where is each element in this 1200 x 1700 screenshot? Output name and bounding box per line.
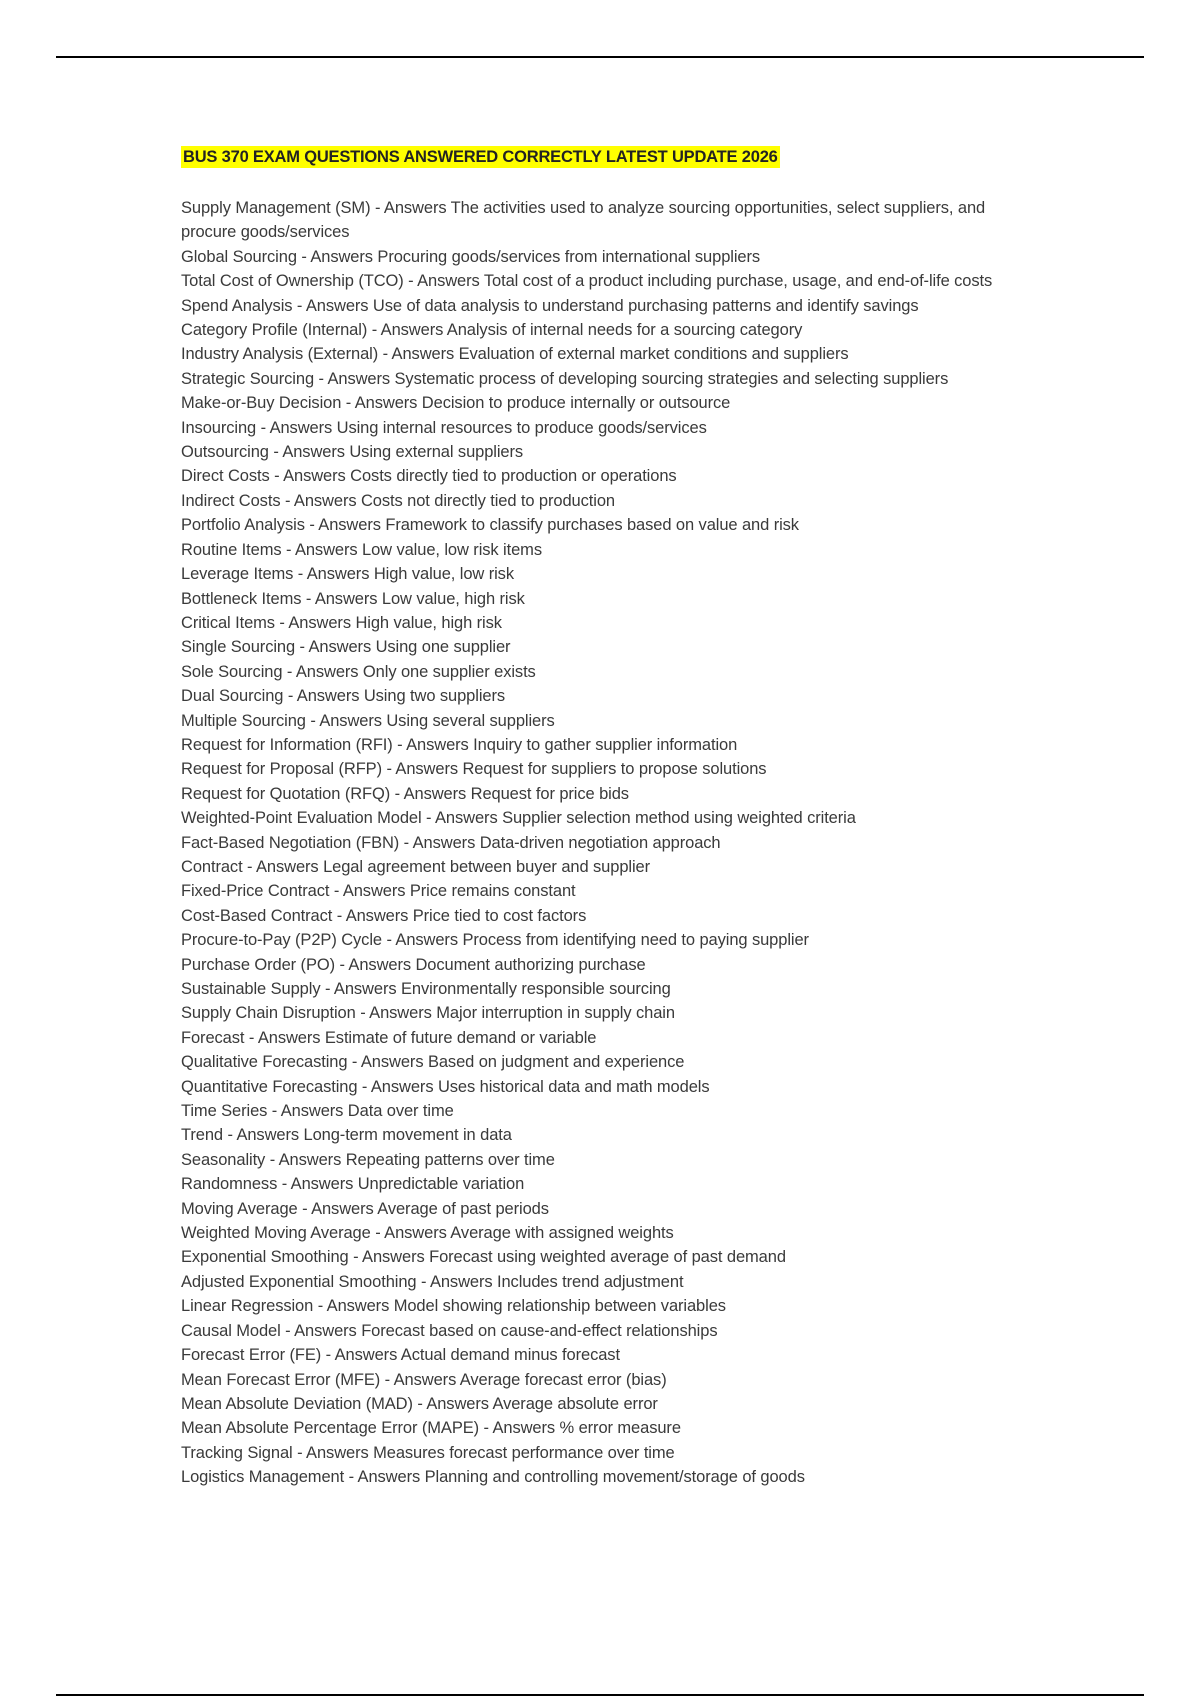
glossary-entry: Category Profile (Internal) - Answers Analysis of internal needs for a sourcing category bbox=[181, 321, 803, 340]
glossary-entry: Leverage Items - Answers High value, low risk bbox=[181, 565, 514, 584]
glossary-entry: Weighted-Point Evaluation Model - Answers Supplier selection method using weighted criteria bbox=[181, 809, 856, 828]
glossary-entry: Moving Average - Answers Average of past periods bbox=[181, 1199, 549, 1218]
glossary-entry: Make-or-Buy Decision - Answers Decision to produce internally or outsource bbox=[181, 394, 731, 413]
glossary-entry: Contract - Answers Legal agreement between buyer and supplier bbox=[181, 857, 651, 876]
glossary-entry: Spend Analysis - Answers Use of data analysis to understand purchasing patterns and identify savings bbox=[181, 296, 919, 315]
glossary-entry: Logistics Management - Answers Planning and controlling movement/storage of goods bbox=[181, 1468, 805, 1487]
glossary-list bbox=[181, 196, 1041, 1490]
glossary-entry: Forecast - Answers Estimate of future demand or variable bbox=[181, 1028, 597, 1047]
glossary-entry: Strategic Sourcing - Answers Systematic process of developing sourcing strategies and selecting suppliers bbox=[181, 369, 949, 388]
footer-rule bbox=[56, 1694, 1144, 1696]
glossary-entry: Bottleneck Items - Answers Low value, high risk bbox=[181, 589, 525, 608]
glossary-entry: Adjusted Exponential Smoothing - Answers Includes trend adjustment bbox=[181, 1272, 684, 1291]
glossary-entry: Dual Sourcing - Answers Using two suppliers bbox=[181, 687, 506, 706]
glossary-entry: Sole Sourcing - Answers Only one supplier exists bbox=[181, 662, 536, 681]
glossary-entry: Supply Chain Disruption - Answers Major interruption in supply chain bbox=[181, 1004, 675, 1023]
glossary-entry: Weighted Moving Average - Answers Average with assigned weights bbox=[181, 1224, 674, 1243]
glossary-entry: Industry Analysis (External) - Answers Evaluation of external market conditions and suppliers bbox=[181, 345, 849, 364]
glossary-entry: Forecast Error (FE) - Answers Actual demand minus forecast bbox=[181, 1346, 620, 1365]
glossary-entry: Causal Model - Answers Forecast based on cause-and-effect relationships bbox=[181, 1321, 718, 1340]
glossary-entry: Linear Regression - Answers Model showing relationship between variables bbox=[181, 1297, 726, 1316]
glossary-entry: Critical Items - Answers High value, high risk bbox=[181, 613, 502, 632]
glossary-entry: Global Sourcing - Answers Procuring goods/services from international suppliers bbox=[181, 247, 761, 266]
glossary-entry: Total Cost of Ownership (TCO) - Answers Total cost of a product including purchase, usage, and end-of-life costs bbox=[181, 272, 993, 291]
glossary-entry: Fact-Based Negotiation (FBN) - Answers Data-driven negotiation approach bbox=[181, 833, 721, 852]
glossary-entry: Portfolio Analysis - Answers Framework to classify purchases based on value and risk bbox=[181, 516, 799, 535]
glossary-entry: Qualitative Forecasting - Answers Based on judgment and experience bbox=[181, 1053, 685, 1072]
glossary-entry: Trend - Answers Long-term movement in data bbox=[181, 1126, 512, 1145]
glossary-entry: Seasonality - Answers Repeating patterns over time bbox=[181, 1150, 555, 1169]
glossary-entry: Tracking Signal - Answers Measures forecast performance over time bbox=[181, 1443, 675, 1462]
glossary-entry: Quantitative Forecasting - Answers Uses historical data and math models bbox=[181, 1077, 710, 1096]
glossary-entry: Cost-Based Contract - Answers Price tied to cost factors bbox=[181, 906, 587, 925]
document-body bbox=[181, 146, 1041, 1490]
glossary-entry: Supply Management (SM) - Answers The activities used to analyze sourcing opportunities, select suppliers, and procure goods/services bbox=[181, 199, 986, 242]
glossary-entry: Request for Information (RFI) - Answers Inquiry to gather supplier information bbox=[181, 735, 738, 754]
glossary-entry: Purchase Order (PO) - Answers Document authorizing purchase bbox=[181, 955, 646, 974]
glossary-entry: Randomness - Answers Unpredictable variation bbox=[181, 1175, 525, 1194]
document-title: BUS 370 EXAM QUESTIONS ANSWERED CORRECTLY LATEST UPDATE 2026 bbox=[183, 148, 778, 166]
glossary-entry: Sustainable Supply - Answers Environmentally responsible sourcing bbox=[181, 980, 671, 998]
glossary-entry: Direct Costs - Answers Costs directly tied to production or operations bbox=[181, 467, 677, 486]
glossary-entry: Routine Items - Answers Low value, low risk items bbox=[181, 540, 542, 559]
glossary-entry: Time Series - Answers Data over time bbox=[181, 1102, 454, 1121]
glossary-entry: Request for Quotation (RFQ) - Answers Request for price bids bbox=[181, 784, 629, 803]
glossary-entry: Single Sourcing - Answers Using one supplier bbox=[181, 638, 511, 657]
glossary-entry: Outsourcing - Answers Using external suppliers bbox=[181, 443, 524, 462]
glossary-entry: Insourcing - Answers Using internal resources to produce goods/services bbox=[181, 418, 707, 437]
glossary-entry: Mean Forecast Error (MFE) - Answers Average forecast error (bias) bbox=[181, 1370, 667, 1389]
header-rule bbox=[56, 56, 1144, 58]
glossary-entry: Exponential Smoothing - Answers Forecast using weighted average of past demand bbox=[181, 1248, 786, 1267]
glossary-entry: Mean Absolute Deviation (MAD) - Answers Average absolute error bbox=[181, 1394, 658, 1413]
glossary-entry: Procure-to-Pay (P2P) Cycle - Answers Process from identifying need to paying supplier bbox=[181, 931, 809, 950]
glossary-entry: Fixed-Price Contract - Answers Price remains constant bbox=[181, 882, 576, 901]
glossary-entry: Indirect Costs - Answers Costs not directly tied to production bbox=[181, 491, 615, 510]
title-container bbox=[181, 146, 1041, 168]
glossary-entry: Request for Proposal (RFP) - Answers Request for suppliers to propose solutions bbox=[181, 760, 767, 779]
glossary-entry: Multiple Sourcing - Answers Using several suppliers bbox=[181, 711, 555, 730]
glossary-entry: Mean Absolute Percentage Error (MAPE) - Answers % error measure bbox=[181, 1419, 681, 1438]
